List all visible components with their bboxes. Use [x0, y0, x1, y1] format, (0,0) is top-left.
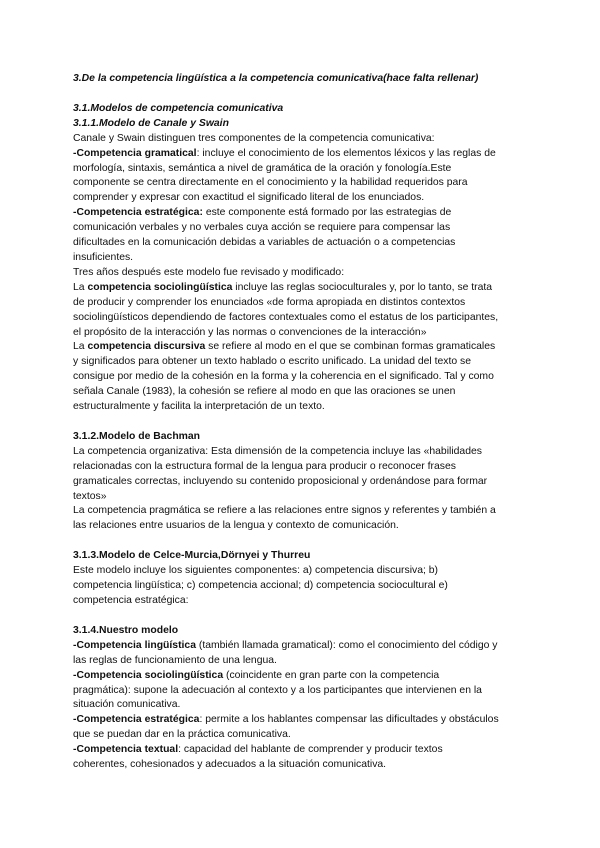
text-run: La [73, 281, 88, 293]
paragraph-line [73, 713, 543, 728]
paragraph-line: componente se centra directamente en el conocimiento y la habilidad requeridos para [73, 177, 468, 189]
paragraph-line: situación comunicativa. [73, 699, 181, 711]
paragraph-line: morfología, sintaxis, semántica a nivel de gramática de la oración y fonología.Este [73, 162, 452, 174]
paragraph-line [73, 639, 543, 654]
paragraph-line [73, 281, 543, 296]
paragraph-line: coherentes, cohesionados y adecuados a la situación comunicativa. [73, 759, 387, 771]
paragraph-line: las reglas de funcionamiento de una lengua. [73, 654, 277, 666]
paragraph-line: las relaciones entre usuarios de la lengua y contexto de comunicación. [73, 520, 399, 532]
text-run: (también llamada gramatical): como el conocimiento del código y [195, 639, 498, 651]
section-heading-3-1-3: 3.1.3.Modelo de Celce-Murcia,Dörnyei y Thurreu [73, 550, 311, 562]
paragraph-line: estructuralmente y facilita la interpretación de un texto. [73, 401, 325, 413]
document-title: 3.De la competencia lingüística a la competencia comunicativa(hace falta rellenar) [73, 73, 479, 84]
text-run: (coincidente en gran parte con la competencia [223, 669, 440, 681]
paragraph-line: de producir y comprender los enunciados «de forma apropiada en distintos contextos [73, 296, 466, 308]
paragraph-line [73, 147, 543, 162]
paragraph-line: y significados para obtener un texto hablado o escrito unificado. La unidad del texto se [73, 356, 471, 368]
term-label: -Competencia sociolingüística [73, 669, 224, 681]
paragraph-line: insuficientes. [73, 251, 134, 263]
document-page [73, 72, 543, 773]
spacer [73, 609, 543, 624]
term-label: competencia discursiva [87, 341, 206, 353]
paragraph-line [73, 340, 543, 355]
text-run: : incluye el conocimiento de los elementos léxicos y las reglas de [196, 147, 496, 159]
paragraph-line: sociolingüísticos dependiendo de factores contextuales como el estatus de los participantes, [73, 311, 499, 323]
paragraph-line: textos» [73, 490, 107, 502]
term-label: -Competencia lingüística [73, 639, 196, 651]
term-label: competencia sociolingüística [87, 281, 233, 293]
paragraph-line: que se puedan dar en la práctica comunicativa. [73, 729, 291, 741]
text-run: La [73, 341, 88, 353]
text-run: : permite a los hablantes compensar las dificultades y obstáculos [199, 714, 499, 726]
paragraph-line [73, 206, 543, 221]
text-run: se refiere al modo en el que se combinan formas gramaticales [205, 341, 496, 353]
spacer [73, 415, 543, 430]
paragraph-line: La competencia pragmática se refiere a las relaciones entre signos y referentes y también a [73, 505, 496, 517]
section-heading-3-1: 3.1.Modelos de competencia comunicativa [73, 102, 284, 114]
text-run: incluye las reglas socioculturales y, por lo tanto, se trata [232, 281, 493, 293]
paragraph-line: Tres años después este modelo fue revisado y modificado: [73, 266, 345, 278]
paragraph-line: comunicación verbales y no verbales cuya acción se requiere para compensar las [73, 222, 451, 234]
text-run: este componente está formado por las estrategias de [202, 207, 452, 219]
paragraph-line [73, 743, 543, 758]
paragraph-line: competencia estratégica: [73, 595, 189, 606]
spacer [73, 534, 543, 549]
paragraph-line: consigue por medio de la cohesión en la forma y la coherencia en el significado. Tal y como [73, 371, 494, 383]
paragraph-line: Canale y Swain distinguen tres componentes de la competencia comunicativa: [73, 132, 435, 144]
paragraph-line: señala Canale (1983), la cohesión se refiere al modo en que las oraciones se unen [73, 386, 456, 398]
paragraph-line: comprender y expresar con exactitud el significado literal de los enunciados. [73, 192, 425, 204]
term-label: -Competencia estratégica: [73, 207, 203, 219]
spacer [73, 87, 543, 102]
paragraph-line [73, 669, 543, 684]
paragraph-line: gramaticales correctas, incluyendo su contenido proposicional y ordenándose para formar [73, 475, 488, 487]
section-heading-3-1-2: 3.1.2.Modelo de Bachman [73, 430, 201, 442]
paragraph-line: el propósito de la interacción y las normas o convenciones de la interacción» [73, 326, 427, 338]
paragraph-line: dificultades en la comunicación debidas a variables de actuación o a competencias [73, 237, 456, 249]
text-run: : capacidad del hablante de comprender y producir textos [178, 744, 443, 756]
paragraph-line: La competencia organizativa: Esta dimensión de la competencia incluye las «habilidades [73, 445, 482, 457]
section-heading-3-1-1: 3.1.1.Modelo de Canale y Swain [73, 117, 229, 129]
paragraph-line: Este modelo incluye los siguientes componentes: a) competencia discursiva; b) [73, 565, 439, 577]
paragraph-line: competencia lingüística; c) competencia accional; d) competencia sociocultural e) [73, 580, 448, 592]
section-heading-3-1-4: 3.1.4.Nuestro modelo [73, 624, 179, 636]
term-label: -Competencia textual [73, 744, 179, 756]
term-label: -Competencia gramatical [73, 147, 197, 159]
term-label: -Competencia estratégica [73, 714, 200, 726]
paragraph-line: pragmática): supone la adecuación al contexto y a los participantes que intervienen en la [73, 684, 482, 696]
paragraph-line: relacionadas con la estructura formal de la lengua para producir o reconocer frases [73, 460, 456, 472]
